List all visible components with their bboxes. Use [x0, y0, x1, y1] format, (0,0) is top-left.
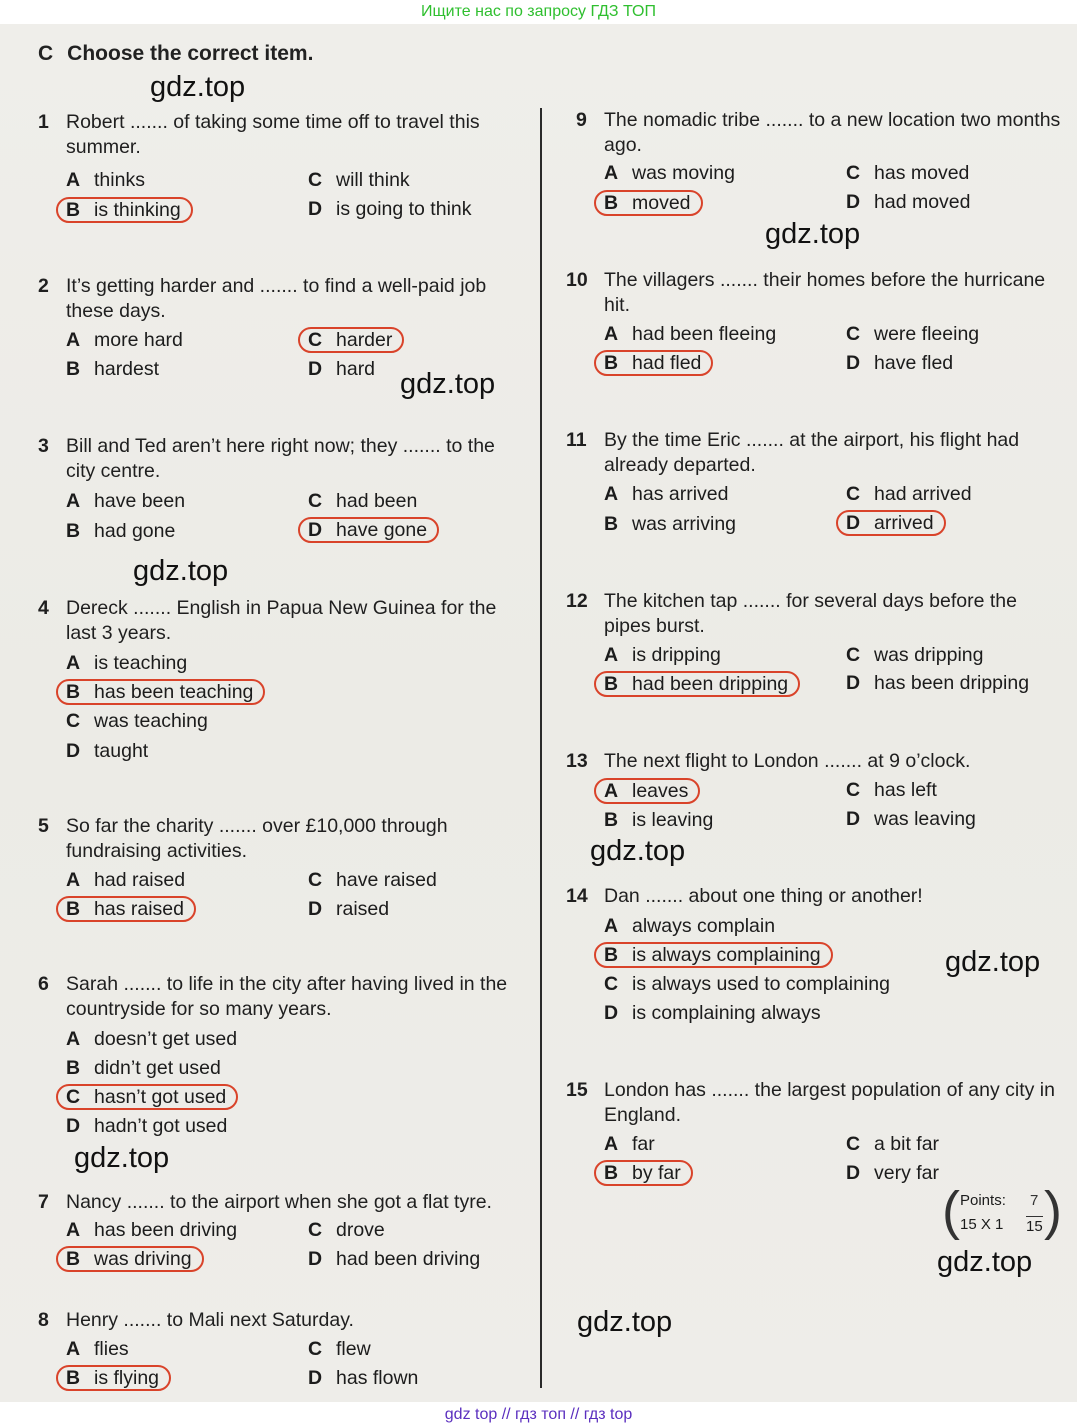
option-12b[interactable]: B had been dripping	[604, 671, 800, 697]
option-14d[interactable]: D is complaining always	[604, 1002, 821, 1024]
option-2c[interactable]: C harder	[308, 327, 404, 353]
option-4c[interactable]: C was teaching	[66, 710, 208, 732]
watermark: gdz.top	[400, 368, 496, 400]
option-14b[interactable]: B is always complaining	[604, 942, 833, 968]
points-box	[942, 1181, 1062, 1246]
option-4b[interactable]: B has been teaching	[66, 679, 265, 705]
option-2d[interactable]: D hard	[308, 358, 376, 380]
option-1d[interactable]: D is going to think	[308, 198, 472, 220]
option-12a[interactable]: A is dripping	[604, 644, 721, 666]
option-5c[interactable]: C have raised	[308, 869, 437, 891]
paren-right: )	[1044, 1181, 1062, 1241]
option-8c[interactable]: C flew	[308, 1338, 371, 1360]
option-11d[interactable]: D arrived	[846, 510, 946, 536]
option-10d[interactable]: D have fled	[846, 352, 954, 374]
watermark: gdz.top	[74, 1142, 170, 1174]
points-multiplier: 15 X 1	[960, 1216, 1004, 1233]
section-heading	[38, 42, 313, 66]
points-total: 15	[1026, 1218, 1043, 1235]
question-stem: Robert ....... of taking some time off to travel this summer.	[66, 111, 480, 158]
column-divider	[540, 108, 542, 1388]
option-1b[interactable]: B is thinking	[66, 197, 193, 223]
watermark: gdz.top	[133, 555, 229, 587]
option-6c[interactable]: C hasn’t got used	[66, 1084, 238, 1110]
watermark: gdz.top	[937, 1246, 1033, 1278]
option-2a[interactable]: A more hard	[66, 329, 183, 351]
watermark: gdz.top	[577, 1306, 673, 1338]
option-2b[interactable]: B hardest	[66, 358, 160, 380]
option-7a[interactable]: A has been driving	[66, 1219, 238, 1241]
option-13c[interactable]: C has left	[846, 779, 937, 801]
top-banner[interactable]: Ищите нас по запросу ГДЗ ТОП	[0, 0, 1077, 24]
watermark: gdz.top	[590, 835, 686, 867]
option-3d[interactable]: D have gone	[308, 517, 439, 543]
option-1a[interactable]: A thinks	[66, 169, 145, 191]
option-8b[interactable]: B is flying	[66, 1365, 171, 1391]
option-11c[interactable]: C had arrived	[846, 483, 972, 505]
option-8a[interactable]: A flies	[66, 1338, 129, 1360]
worksheet: C Choose the correct item. 1 Robert ....... of taking some time off to travel this summer. A thinks B is thinking C will think D is going to think 2 It’s getting harder and ....... to find a well-paid job these days. A more hard B hardest C harder D hard 3 Bill and Ted aren’t here right now; they ....... to the city centre. A have been B had gone C had been D have gone 4 Dereck ....... English in Papua New Guinea for the last 3 years. A is teaching B has been teaching C was teaching D taught 5 So far the charity ....... over £10,000 through fundraising activities. A had raised B has raised C have raised D raised 6 Sarah ....... to life in the city after having lived in the countryside for so many years. A doesn’t get used B didn’t get used C hasn’t got used D hadn’t got used 7 Nancy ....... to the airport when she got a flat tyre. A has been driving B was driving C drove D had been driving 8 Henry ....... to Mali next Saturday. A flies B is flying C flew D has flown 9 The nomadic tribe ....... to a new location two months ago. A was moving B moved C has moved D had moved 10 The villagers ....... their homes before the hurricane hit. A had been fleeing B had fled C were fleeing D have fled 11 By the time Eric ....... at the airport, his flight had already departed. A has arrived B was arriving C had arrived D arrived 12 The kitchen tap ....... for several days before the pipes burst. A is dripping B had been dripping C was dripping D has been dripping 13 The next flight to London ....... at 9 o’clock. A leaves B is leaving C has left D was leaving 14 Dan ....... about one thing or another! A always complain B is always complaining C is always used to complaining D is complaining always 15 London has ....... the largest population of any city in England. A far B by far C a bit far D very far ( Points: 15 X 1 7 15 ) gdz.top gdz.top gdz.top gdz.top gdz.top gdz.top gdz.top gdz.top gdz.top	[0, 24, 1077, 1402]
watermark: gdz.top	[945, 946, 1041, 978]
option-11b[interactable]: B was arriving	[604, 513, 737, 535]
option-1c[interactable]: C will think	[308, 169, 410, 191]
option-13b[interactable]: B is leaving	[604, 809, 714, 831]
option-15d[interactable]: D very far	[846, 1162, 940, 1184]
option-10c[interactable]: C were fleeing	[846, 323, 980, 345]
option-15b[interactable]: B by far	[604, 1160, 693, 1186]
option-9d[interactable]: D had moved	[846, 191, 971, 213]
option-7b[interactable]: B was driving	[66, 1246, 204, 1272]
option-9b[interactable]: B moved	[604, 190, 703, 216]
option-4a[interactable]: A is teaching	[66, 652, 188, 674]
option-9a[interactable]: A was moving	[604, 162, 735, 184]
option-5d[interactable]: D raised	[308, 898, 390, 920]
option-12d[interactable]: D has been dripping	[846, 672, 1030, 694]
watermark: gdz.top	[150, 71, 246, 103]
option-5b[interactable]: B has raised	[66, 896, 196, 922]
section-letter: C	[38, 42, 54, 65]
option-14c[interactable]: C is always used to complaining	[604, 973, 890, 995]
section-title: Choose the correct item.	[67, 42, 314, 65]
option-15a[interactable]: A far	[604, 1133, 655, 1155]
option-6b[interactable]: B didn’t get used	[66, 1057, 221, 1079]
paren-left: (	[942, 1181, 960, 1241]
points-label: Points:	[960, 1192, 1006, 1209]
bottom-banner[interactable]: gdz top // гдз топ // гдз top	[0, 1402, 1077, 1427]
option-13d[interactable]: D was leaving	[846, 808, 976, 830]
option-3c[interactable]: C had been	[308, 490, 418, 512]
option-4d[interactable]: D taught	[66, 740, 149, 762]
option-3b[interactable]: B had gone	[66, 520, 176, 542]
option-8d[interactable]: D has flown	[308, 1367, 419, 1389]
watermark: gdz.top	[765, 218, 861, 250]
question-number: 1	[38, 111, 49, 133]
option-10a[interactable]: A had been fleeing	[604, 323, 777, 345]
option-13a[interactable]: A leaves	[604, 778, 700, 804]
points-score: 7	[1030, 1192, 1039, 1209]
option-15c[interactable]: C a bit far	[846, 1133, 940, 1155]
option-7c[interactable]: C drove	[308, 1219, 385, 1241]
option-7d[interactable]: D had been driving	[308, 1248, 481, 1270]
option-5a[interactable]: A had raised	[66, 869, 186, 891]
option-12c[interactable]: C was dripping	[846, 644, 984, 666]
option-14a[interactable]: A always complain	[604, 915, 776, 937]
option-6d[interactable]: D hadn’t got used	[66, 1115, 228, 1137]
option-9c[interactable]: C has moved	[846, 162, 970, 184]
option-6a[interactable]: A doesn’t get used	[66, 1028, 238, 1050]
option-10b[interactable]: B had fled	[604, 350, 713, 376]
option-3a[interactable]: A have been	[66, 490, 186, 512]
option-11a[interactable]: A has arrived	[604, 483, 729, 505]
